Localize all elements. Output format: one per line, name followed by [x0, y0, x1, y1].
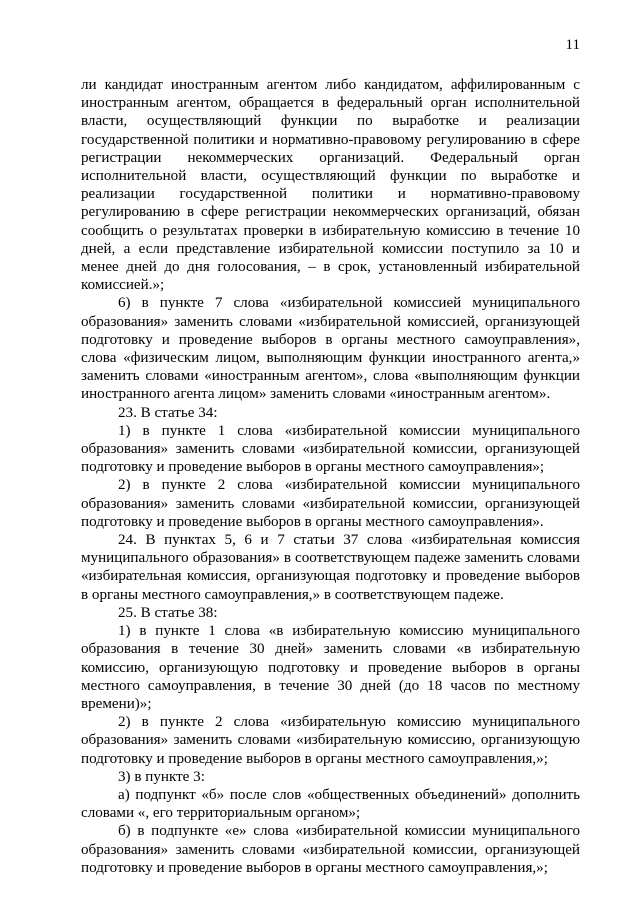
paragraph-item-23-1: 1) в пункте 1 слова «избирательной комиссии муниципального образования» заменить словами «избирательной комиссии, организующей подготовку и проведение выборов в органы местного самоуправления»; [81, 422, 580, 476]
paragraph-article-24: 24. В пунктах 5, 6 и 7 статьи 37 слова «избирательная комиссия муниципального образования» в соответствующем падеже заменить словами «избирательная комиссия, организующая подготовку и проведение выборов в органы местного самоуправления,» в соответствующем падеже. [81, 532, 580, 603]
paragraph-item-25-3: 3) в пункте 3: [118, 768, 205, 785]
paragraph-article-25: 25. В статье 38: [118, 604, 218, 621]
page-number: 11 [565, 37, 580, 53]
paragraph-article-23: 23. В статье 34: [118, 404, 218, 421]
paragraph-subitem-b: б) в подпункте «е» слова «избирательной комиссии муниципального образования» заменить словами «избирательной комиссии, организующей подготовку и проведение выборов в органы местного самоуправления,»; [81, 823, 580, 876]
paragraph-item-25-2: 2) в пункте 2 слова «избирательную комиссию муниципального образования» заменить словами «избирательную комиссию, организующую подготовку и проведение выборов в органы местного самоуправления,»; [81, 714, 580, 767]
paragraph-item-25-1: 1) в пункте 1 слова «в избирательную комиссию муниципального образования в течение 30 дней» заменить словами «в избирательную комиссию, организующую подготовку и проведение выборов в органы местного самоуправления, в течение 30 дней (до 18 часов по местному времени)»; [81, 623, 580, 712]
paragraph-continuation: ли кандидат иностранным агентом либо кандидатом, аффилированным с иностранным агентом, обращается в федеральный орган исполнительной власти, осуществляющий функции по выработке и реализации государственной политики и нормативно-правовому регулированию в сфере регистрации некоммерческих организаций. Федеральный орган исполнительной власти, осуществляющий функции по выработке и реализации государственной политики и нормативно-правовому регулированию в сфере регистрации некоммерческих организаций, обязан сообщить о результатах проверки в избирательную комиссию в течение 10 дней, а если представление избирательной комиссии поступило за 10 и менее дней до дня голосования, – в срок, установленный избирательной комиссией.»; [81, 77, 580, 294]
paragraph-item-23-2: 2) в пункте 2 слова «избирательной комиссии муниципального образования» заменить словами «избирательной комиссии, организующей подготовку и проведение выборов в органы местного самоуправления». [81, 477, 580, 530]
document-body [81, 76, 580, 877]
paragraph-subitem-a: а) подпункт «б» после слов «общественных объединений» дополнить словами «, его территориальным органом»; [81, 786, 580, 822]
paragraph-item-6: 6) в пункте 7 слова «избирательной комиссией муниципального образования» заменить словами «избирательной комиссией, организующей подготовку и проведение выборов в органы местного самоуправления», слова «физическим лицом, выполняющим функции иностранного агента,» заменить словами «иностранным агентом», слова «выполняющим функции иностранного агента лицом» заменить словами «иностранным агентом». [81, 295, 580, 403]
